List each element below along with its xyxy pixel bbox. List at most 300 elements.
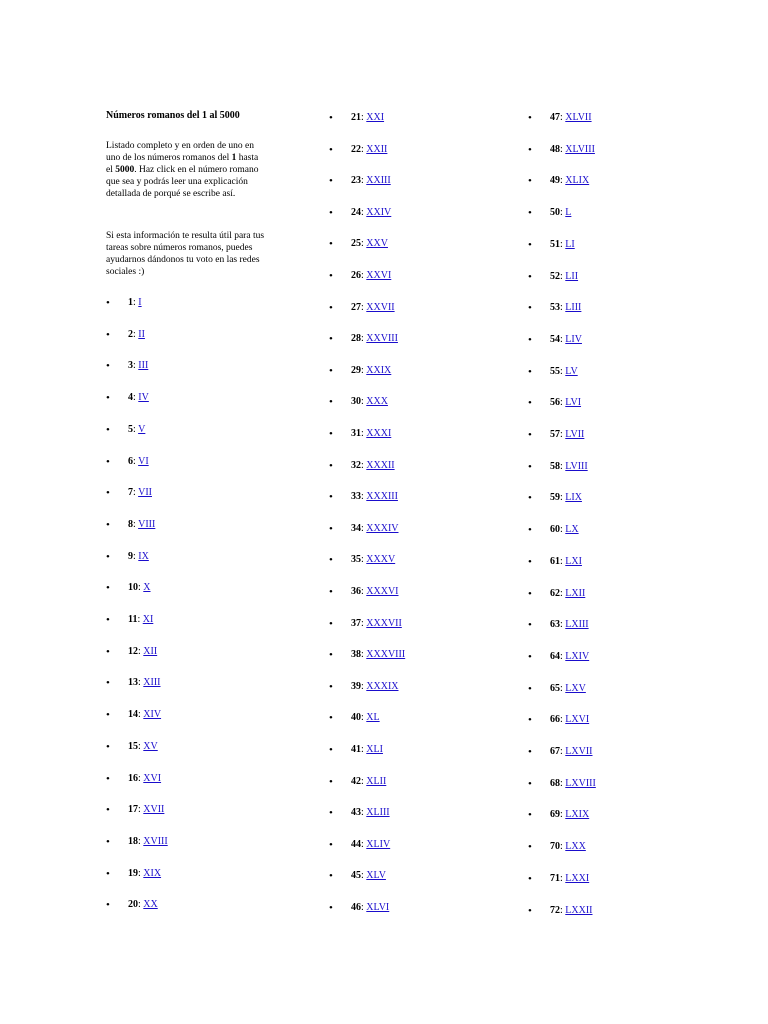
bullet-icon: • <box>106 709 110 722</box>
separator: : <box>560 238 566 250</box>
roman-numeral-link[interactable]: I <box>138 297 142 308</box>
separator: : <box>560 175 566 187</box>
roman-numeral-link[interactable]: XXV <box>366 238 388 250</box>
page-title: Números romanos del 1 al 5000 <box>106 110 240 121</box>
bullet-icon: • <box>329 459 333 472</box>
roman-numeral-link[interactable]: XXIX <box>366 364 392 376</box>
bullet-icon: • <box>528 524 532 537</box>
bullet-icon: • <box>106 677 110 690</box>
bullet-icon: • <box>329 870 333 883</box>
number-label <box>550 174 589 188</box>
number-label <box>128 518 155 532</box>
bullet-icon: • <box>528 460 532 473</box>
separator: : <box>133 423 139 435</box>
arabic-number: 59 <box>550 492 560 504</box>
number-label <box>351 490 398 504</box>
number-label <box>351 901 389 915</box>
separator: : <box>361 744 367 755</box>
roman-numeral-link[interactable]: XXXVIII <box>366 649 406 661</box>
roman-numeral-link[interactable]: LXVIII <box>565 777 596 789</box>
separator: : <box>361 902 367 913</box>
separator: : <box>560 746 566 757</box>
bullet-icon: • <box>106 487 110 500</box>
separator: : <box>560 333 566 345</box>
separator: : <box>138 645 144 657</box>
intro-number-end: 5000 <box>115 165 135 175</box>
number-label <box>550 555 582 569</box>
bullet-icon: • <box>106 297 110 309</box>
arabic-number: 53 <box>550 302 560 314</box>
number-label <box>351 143 387 157</box>
arabic-number: 21 <box>351 112 361 123</box>
number-label <box>550 523 579 537</box>
bullet-icon: • <box>329 617 333 630</box>
number-label <box>550 682 586 696</box>
separator: : <box>361 554 367 566</box>
roman-numeral-link[interactable]: LXXI <box>565 872 590 884</box>
number-label <box>128 296 142 310</box>
arabic-number: 27 <box>351 301 361 313</box>
roman-numeral-link[interactable]: XIII <box>143 677 161 689</box>
roman-numeral-link[interactable]: XLIII <box>366 807 390 819</box>
bullet-icon: • <box>106 645 110 658</box>
number-label <box>128 708 161 722</box>
arabic-number: 41 <box>351 744 361 755</box>
number-label <box>351 269 391 283</box>
separator: : <box>361 838 367 850</box>
roman-numeral-link[interactable]: XLV <box>366 870 386 882</box>
roman-numeral-link[interactable]: IX <box>138 550 149 562</box>
number-label <box>351 459 395 473</box>
number-label <box>128 803 164 817</box>
arabic-number: 34 <box>351 522 361 534</box>
number-label <box>128 835 168 849</box>
arabic-number: 14 <box>128 709 138 721</box>
roman-numeral-link[interactable]: LII <box>565 270 579 282</box>
separator: : <box>138 709 144 721</box>
bullet-icon: • <box>329 112 333 124</box>
bullet-icon: • <box>528 619 532 632</box>
roman-numeral-link[interactable]: XV <box>143 740 158 752</box>
roman-numeral-link[interactable]: XII <box>143 645 158 657</box>
roman-numeral-link[interactable]: LXVI <box>565 714 590 726</box>
bullet-icon: • <box>106 423 110 436</box>
roman-numeral-link[interactable]: XXVII <box>366 301 395 313</box>
separator: : <box>361 649 367 661</box>
arabic-number: 43 <box>351 807 361 819</box>
bullet-icon: • <box>329 807 333 820</box>
separator: : <box>560 777 566 789</box>
separator: : <box>138 835 144 847</box>
arabic-number: 72 <box>550 904 560 916</box>
bullet-icon: • <box>329 554 333 567</box>
roman-numeral-link[interactable]: VIII <box>138 518 156 530</box>
separator: : <box>560 904 566 916</box>
number-label <box>550 491 582 505</box>
separator: : <box>560 302 566 314</box>
separator: : <box>361 680 367 692</box>
separator: : <box>361 143 367 155</box>
arabic-number: 1 <box>128 297 133 308</box>
roman-numeral-link[interactable]: XIV <box>143 709 162 721</box>
roman-numeral-link[interactable]: XXXI <box>366 428 392 439</box>
roman-numeral-link[interactable]: LXXII <box>565 904 593 916</box>
separator: : <box>560 429 566 440</box>
number-label <box>128 359 148 373</box>
number-label <box>128 455 149 469</box>
bullet-icon: • <box>528 207 532 220</box>
roman-numeral-link[interactable]: XVII <box>143 804 165 816</box>
arabic-number: 69 <box>550 809 560 821</box>
separator: : <box>137 614 143 625</box>
bullet-icon: • <box>106 360 110 373</box>
roman-numeral-link[interactable]: LVII <box>565 429 585 440</box>
separator: : <box>138 740 144 752</box>
arabic-number: 50 <box>550 207 560 219</box>
arabic-number: 10 <box>128 582 138 594</box>
arabic-number: 37 <box>351 617 361 629</box>
arabic-number: 7 <box>128 487 133 499</box>
arabic-number: 9 <box>128 550 133 562</box>
bullet-icon: • <box>528 650 532 663</box>
number-label <box>550 840 586 854</box>
roman-numeral-link[interactable]: LXIX <box>565 809 590 821</box>
roman-numeral-link[interactable]: II <box>138 328 145 340</box>
arabic-number: 16 <box>128 772 138 784</box>
number-label <box>550 206 571 220</box>
roman-numeral-link[interactable]: XXXV <box>366 554 396 566</box>
number-label <box>128 898 158 912</box>
bullet-icon: • <box>329 744 333 756</box>
separator: : <box>361 586 367 597</box>
separator: : <box>361 270 367 281</box>
roman-numeral-link[interactable]: LIV <box>565 333 582 345</box>
roman-numeral-link[interactable]: XLVI <box>366 902 390 913</box>
separator: : <box>560 270 566 282</box>
bullet-icon: • <box>106 455 110 468</box>
arabic-number: 35 <box>351 554 361 566</box>
arabic-number: 36 <box>351 586 361 597</box>
number-label <box>128 867 161 881</box>
arabic-number: 61 <box>550 555 560 567</box>
number-label <box>351 869 386 883</box>
arabic-number: 39 <box>351 680 361 692</box>
arabic-number: 67 <box>550 746 560 757</box>
bullet-icon: • <box>528 143 532 156</box>
number-label <box>351 174 391 188</box>
arabic-number: 25 <box>351 238 361 250</box>
arabic-number: 71 <box>550 872 560 884</box>
separator: : <box>361 428 367 439</box>
bullet-icon: • <box>329 491 333 504</box>
roman-numeral-link[interactable]: IV <box>138 392 149 404</box>
bullet-icon: • <box>106 328 110 341</box>
bullet-icon: • <box>329 206 333 219</box>
roman-numeral-link[interactable]: LXIV <box>565 650 590 662</box>
bullet-icon: • <box>329 680 333 693</box>
number-label <box>550 365 578 379</box>
roman-numeral-link[interactable]: XXVIII <box>366 333 398 345</box>
arabic-number: 31 <box>351 428 361 439</box>
number-label <box>351 301 395 315</box>
separator: : <box>133 392 139 404</box>
separator: : <box>361 522 367 534</box>
roman-numeral-link[interactable]: XIX <box>143 867 162 879</box>
arabic-number: 68 <box>550 777 560 789</box>
intro-number-start: 1 <box>231 153 237 163</box>
arabic-number: 58 <box>550 460 560 472</box>
arabic-number: 12 <box>128 645 138 657</box>
arabic-number: 46 <box>351 902 361 913</box>
arabic-number: 28 <box>351 333 361 345</box>
arabic-number: 56 <box>550 397 560 409</box>
roman-numeral-link[interactable]: XX <box>143 899 158 911</box>
roman-numeral-link[interactable]: XVIII <box>143 835 168 847</box>
number-label <box>128 550 149 564</box>
roman-numeral-link[interactable]: XXX <box>366 396 388 408</box>
separator: : <box>361 807 367 819</box>
bullet-icon: • <box>329 586 333 598</box>
arabic-number: 5 <box>128 423 133 435</box>
bullet-icon: • <box>329 270 333 282</box>
roman-numeral-link[interactable]: XXXIII <box>366 491 398 503</box>
separator: : <box>138 677 144 689</box>
roman-numeral-link[interactable]: XXIV <box>366 206 392 218</box>
number-label <box>128 740 158 754</box>
bullet-icon: • <box>106 614 110 626</box>
arabic-number: 52 <box>550 270 560 282</box>
bullet-icon: • <box>329 364 333 377</box>
roman-numeral-link[interactable]: XXXVII <box>366 617 402 629</box>
bullet-icon: • <box>528 333 532 346</box>
number-label <box>128 486 152 500</box>
separator: : <box>560 207 566 219</box>
separator: : <box>560 397 566 409</box>
roman-numeral-link[interactable]: LXVII <box>565 746 593 757</box>
arabic-number: 64 <box>550 650 560 662</box>
number-label <box>550 333 582 347</box>
bullet-icon: • <box>528 397 532 410</box>
number-label <box>550 301 581 315</box>
roman-numeral-link[interactable]: XLI <box>366 744 383 755</box>
bullet-icon: • <box>528 555 532 568</box>
arabic-number: 23 <box>351 175 361 187</box>
roman-numeral-link[interactable]: LIX <box>565 492 582 504</box>
number-label <box>550 428 584 442</box>
roman-numeral-link[interactable]: LXII <box>565 587 586 599</box>
separator: : <box>133 550 139 562</box>
number-label <box>351 680 399 694</box>
bullet-icon: • <box>528 904 532 917</box>
arabic-number: 62 <box>550 587 560 599</box>
number-label <box>128 645 157 659</box>
number-label <box>550 396 581 410</box>
separator: : <box>133 360 139 372</box>
separator: : <box>361 870 367 882</box>
separator: : <box>560 841 566 853</box>
separator: : <box>560 619 566 631</box>
arabic-number: 51 <box>550 238 560 250</box>
roman-numeral-link[interactable]: VII <box>138 487 152 499</box>
roman-numeral-link[interactable]: XXXIX <box>366 680 399 692</box>
number-label <box>351 617 402 631</box>
bullet-icon: • <box>329 301 333 314</box>
arabic-number: 22 <box>351 143 361 155</box>
bullet-icon: • <box>528 302 532 315</box>
bullet-icon: • <box>528 175 532 188</box>
roman-numeral-link[interactable]: XXIII <box>366 175 391 187</box>
number-label <box>550 587 585 601</box>
arabic-number: 2 <box>128 328 133 340</box>
number-label <box>550 713 589 727</box>
arabic-number: 8 <box>128 518 133 530</box>
roman-numeral-link[interactable]: XXVI <box>366 270 392 281</box>
bullet-icon: • <box>106 550 110 563</box>
separator: : <box>361 175 367 187</box>
roman-numeral-link[interactable]: XLVII <box>565 112 592 123</box>
bullet-icon: • <box>528 365 532 378</box>
intro-text: . Haz click en el número romano que sea y podrás leer una explicación detallada de porqué se escribe así. <box>106 165 259 199</box>
separator: : <box>133 328 139 340</box>
roman-numeral-link[interactable]: X <box>143 582 151 594</box>
separator: : <box>560 682 566 694</box>
arabic-number: 66 <box>550 714 560 726</box>
separator: : <box>361 112 367 123</box>
separator: : <box>560 650 566 662</box>
separator: : <box>138 867 144 879</box>
roman-numeral-link[interactable]: LI <box>565 238 575 250</box>
roman-numeral-link[interactable]: LV <box>565 365 578 377</box>
arabic-number: 33 <box>351 491 361 503</box>
roman-numeral-link[interactable]: III <box>138 360 149 372</box>
separator: : <box>361 238 367 250</box>
number-label <box>550 904 593 918</box>
bullet-icon: • <box>528 587 532 600</box>
intro-paragraph <box>106 140 266 200</box>
number-label <box>550 238 575 252</box>
number-label <box>128 581 151 595</box>
roman-numeral-link[interactable]: XXII <box>366 143 388 155</box>
bullet-icon: • <box>528 746 532 758</box>
roman-numeral-link[interactable]: LXI <box>565 555 582 567</box>
separator: : <box>361 775 367 787</box>
arabic-number: 18 <box>128 835 138 847</box>
bullet-icon: • <box>528 238 532 251</box>
number-label <box>351 585 399 599</box>
bullet-icon: • <box>329 143 333 156</box>
arabic-number: 24 <box>351 206 361 218</box>
bullet-icon: • <box>106 899 110 912</box>
roman-numeral-link[interactable]: LXIII <box>565 619 589 631</box>
number-label <box>550 143 595 157</box>
number-label <box>550 650 589 664</box>
number-label <box>351 553 395 567</box>
number-label <box>351 364 391 378</box>
separator: : <box>133 518 139 530</box>
roman-numeral-link[interactable]: XVI <box>143 772 162 784</box>
bullet-icon: • <box>528 682 532 695</box>
number-label <box>128 676 161 690</box>
separator: : <box>560 524 566 536</box>
arabic-number: 26 <box>351 270 361 281</box>
number-label <box>351 711 380 725</box>
number-label <box>550 460 588 474</box>
intro-text: Listado completo y en orden de uno en uno de los números romanos del <box>106 141 255 163</box>
arabic-number: 44 <box>351 838 361 850</box>
separator: : <box>560 143 566 155</box>
roman-numeral-link[interactable]: LXV <box>565 682 586 694</box>
separator: : <box>361 333 367 345</box>
separator: : <box>361 396 367 408</box>
roman-numeral-link[interactable]: LVIII <box>565 460 588 472</box>
number-label <box>550 777 596 791</box>
separator: : <box>138 899 144 911</box>
separator: : <box>361 617 367 629</box>
bullet-icon: • <box>329 649 333 662</box>
arabic-number: 42 <box>351 775 361 787</box>
roman-numeral-link[interactable]: XLIX <box>565 175 590 187</box>
bullet-icon: • <box>329 838 333 851</box>
bullet-icon: • <box>329 238 333 251</box>
number-label <box>128 772 161 786</box>
arabic-number: 54 <box>550 333 560 345</box>
separator: : <box>560 872 566 884</box>
separator: : <box>361 364 367 376</box>
bullet-icon: • <box>106 804 110 817</box>
number-label <box>128 423 145 437</box>
roman-numeral-link[interactable]: XLII <box>366 775 387 787</box>
roman-numeral-link[interactable]: L <box>565 207 572 219</box>
roman-numeral-link[interactable]: LXX <box>565 841 586 853</box>
roman-numeral-link[interactable]: XXI <box>366 112 385 123</box>
arabic-number: 63 <box>550 619 560 631</box>
roman-numeral-link[interactable]: XI <box>142 614 154 625</box>
arabic-number: 6 <box>128 455 133 467</box>
number-label <box>351 237 388 251</box>
roman-numeral-link[interactable]: VI <box>138 455 149 467</box>
roman-numeral-link[interactable]: XLIV <box>366 838 391 850</box>
number-label <box>351 648 405 662</box>
roman-numeral-link[interactable]: XLVIII <box>565 143 595 155</box>
bullet-icon: • <box>329 775 333 788</box>
arabic-number: 13 <box>128 677 138 689</box>
bullet-icon: • <box>329 712 333 725</box>
number-label <box>128 328 145 342</box>
roman-numeral-link[interactable]: LX <box>565 524 579 536</box>
roman-numeral-link[interactable]: LVI <box>565 397 582 409</box>
arabic-number: 40 <box>351 712 361 724</box>
number-label <box>351 332 398 346</box>
bullet-icon: • <box>528 872 532 885</box>
number-label <box>550 111 592 125</box>
roman-numeral-link[interactable]: XXXII <box>366 459 395 471</box>
roman-numeral-link[interactable]: V <box>138 423 146 435</box>
bullet-icon: • <box>106 392 110 405</box>
roman-numeral-link[interactable]: LIII <box>565 302 582 314</box>
roman-numeral-link[interactable]: XXXVI <box>366 586 399 597</box>
number-label <box>351 806 390 820</box>
roman-numeral-link[interactable]: XXXIV <box>366 522 399 534</box>
arabic-number: 30 <box>351 396 361 408</box>
arabic-number: 11 <box>128 614 138 625</box>
roman-numeral-link[interactable]: XL <box>366 712 380 724</box>
bullet-icon: • <box>106 867 110 880</box>
number-label <box>351 395 388 409</box>
separator: : <box>138 582 144 594</box>
arabic-number: 47 <box>550 112 560 123</box>
number-label <box>128 613 153 627</box>
number-label <box>550 270 578 284</box>
